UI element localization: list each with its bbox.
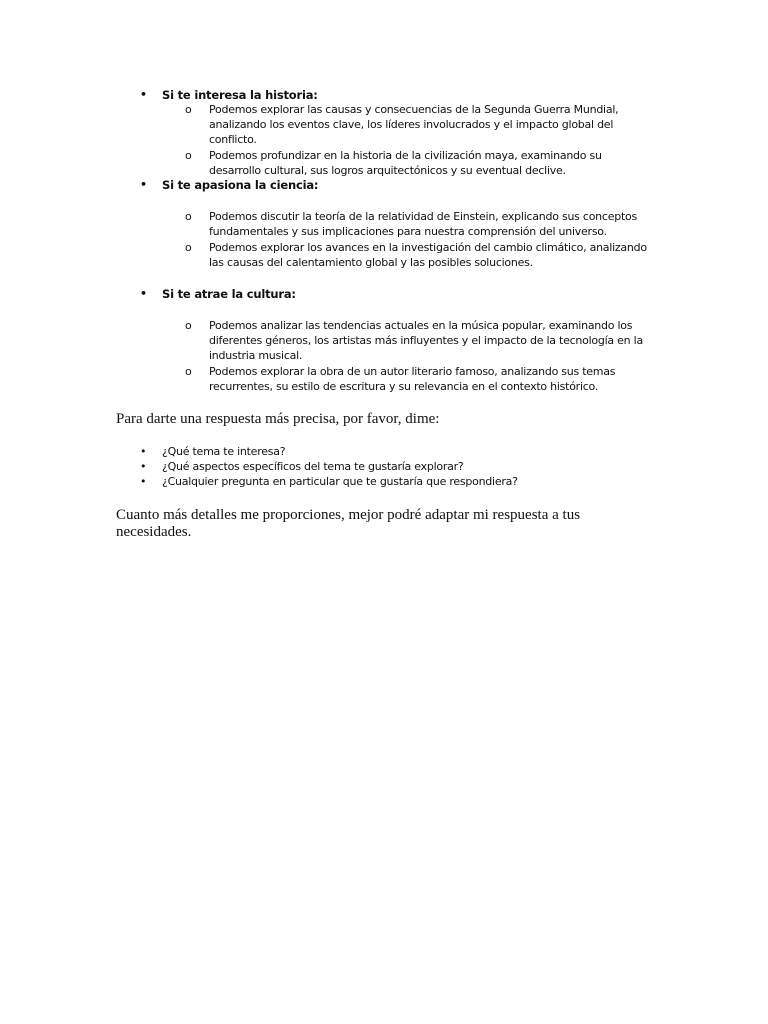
bullet: • bbox=[140, 287, 147, 300]
bullet: • bbox=[140, 445, 147, 458]
list-item-text: Podemos discutir la teoría de la relatividad de Einstein, explicando sus conceptos fundamentales y sus implicaciones para nuestra comprensión del universo. bbox=[209, 210, 637, 239]
bullet: • bbox=[140, 475, 147, 488]
list-item-text: Podemos analizar las tendencias actuales en la música popular, examinando los diferentes géneros, los artistas más influyentes y el impacto de la tecnología en la industria musical. bbox=[209, 319, 643, 363]
sub-bullet-marker: o bbox=[185, 319, 192, 332]
question-text: ¿Cualquier pregunta en particular que te gustaría que respondiera? bbox=[162, 475, 518, 488]
intro-paragraph: Para darte una respuesta más precisa, por favor, dime: bbox=[116, 411, 440, 427]
topic-label: Si te atrae la cultura: bbox=[162, 287, 296, 301]
sub-bullet-marker: o bbox=[185, 210, 192, 223]
closing-paragraph: Cuanto más detalles me proporciones, mejor podré adaptar mi respuesta a tus necesidades. bbox=[116, 507, 581, 540]
question-text: ¿Qué tema te interesa? bbox=[162, 445, 286, 458]
list-item-text: Podemos explorar los avances en la investigación del cambio climático, analizando las causas del calentamiento global y las posibles soluciones. bbox=[209, 241, 647, 270]
sub-bullet-marker: o bbox=[185, 365, 192, 378]
list-item-text: Podemos profundizar en la historia de la civilización maya, examinando su desarrollo cultural, sus logros arquitectónicos y su eventual declive. bbox=[209, 149, 602, 178]
list-item-text: Podemos explorar las causas y consecuencias de la Segunda Guerra Mundial, analizando los eventos clave, los líderes involucrados y el impacto global del conflicto. bbox=[209, 103, 619, 147]
topic-label: Si te interesa la historia: bbox=[162, 88, 318, 102]
question-text: ¿Qué aspectos específicos del tema te gustaría explorar? bbox=[162, 460, 464, 473]
bullet: • bbox=[140, 178, 147, 191]
list-item-text: Podemos explorar la obra de un autor literario famoso, analizando sus temas recurrentes, su estilo de escritura y su relevancia en el contexto histórico. bbox=[209, 365, 616, 394]
topic-label: Si te apasiona la ciencia: bbox=[162, 178, 319, 192]
bullet: • bbox=[140, 88, 147, 101]
sub-bullet-marker: o bbox=[185, 103, 192, 116]
sub-bullet-marker: o bbox=[185, 241, 192, 254]
sub-bullet-marker: o bbox=[185, 149, 192, 162]
bullet: • bbox=[140, 460, 147, 473]
